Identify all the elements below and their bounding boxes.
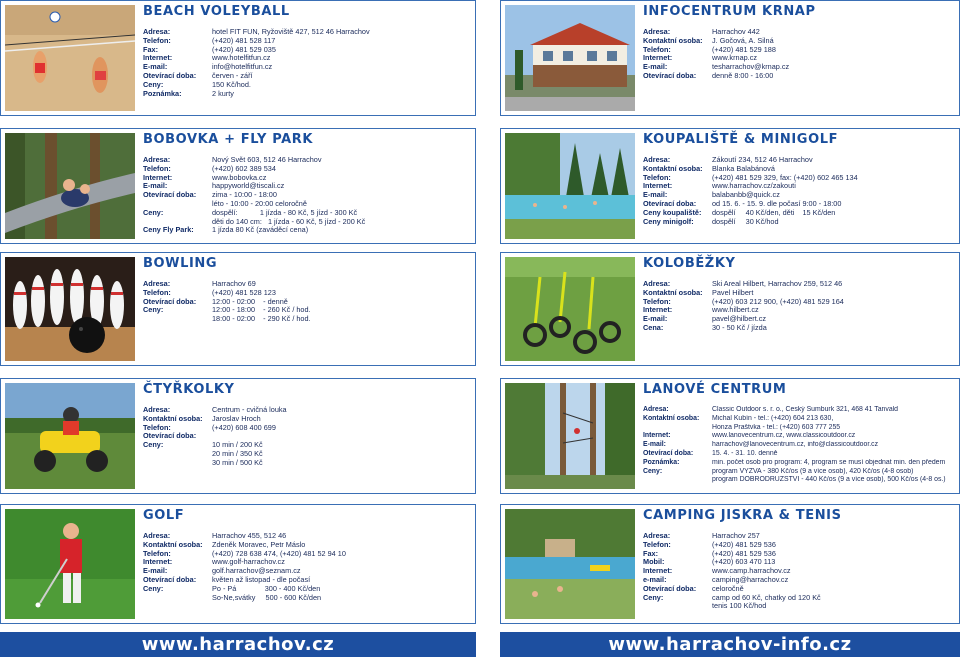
info-row: E-mail: golf.harrachov@seznam.cz	[143, 567, 471, 576]
card-kolobezky	[500, 252, 960, 366]
info-lanove-centrum	[643, 406, 955, 485]
info-row: Otevírací doba: celoročně	[643, 583, 744, 593]
title-infocentrum: INFOCENTRUM KRNAP	[643, 4, 816, 19]
email-link[interactable]: happyworld@tiscali.cz	[212, 182, 285, 191]
website-link[interactable]: www.krnap.cz	[712, 54, 758, 63]
info-row: Kontaktní osoba: J. Gočová, A. Silná	[643, 35, 774, 45]
card-golf	[0, 504, 476, 624]
info-ctyrkolky	[143, 406, 471, 468]
photo-camping	[505, 509, 635, 619]
info-row: Adresa: Ski Areal Hilbert, Harrachov 259, 512 46	[643, 279, 843, 288]
email-link[interactable]: harrachov@lanovecentrum.cz, info@classicoutdoor.cz	[712, 441, 879, 449]
info-row: Ceny: camp od 60 Kč, chatky od 120 Kč	[643, 592, 821, 602]
info-row: E-mail: tesharrachov@krnap.cz	[643, 63, 955, 72]
footer-link-harrachov[interactable]: www.harrachov.cz	[141, 634, 335, 655]
info-row: Adresa: Centrum - cvičná louka	[143, 405, 287, 414]
info-row: tenis 100 Kč/hod	[712, 602, 767, 611]
info-row: Otevírací doba: od 15. 6. - 15. 9. dle počasí 9:00 - 18:00	[643, 198, 842, 208]
photo-bowling	[5, 257, 135, 361]
website-link[interactable]: www.lanovecentrum.cz, www.classicoutdoor.cz	[712, 432, 856, 440]
info-row: E-mail: happyworld@tiscali.cz	[143, 182, 471, 191]
info-row: Otevírací doba: zima - 10:00 - 18:00	[143, 190, 277, 200]
website-link[interactable]: www.camp.harrachov.cz	[712, 567, 791, 576]
info-row: Telefon: (+420) 728 638 474, (+420) 481 52 94 10	[143, 548, 346, 558]
photo-infocentrum	[505, 5, 635, 111]
card-camping	[500, 504, 960, 624]
website-link[interactable]: www.hotelfitfun.cz	[212, 54, 271, 63]
info-row: Internet: www.hilbert.cz	[643, 306, 955, 315]
info-row: E-mail: info@hotelfitfun.cz	[143, 63, 471, 72]
info-row: Kontaktní osoba: Jaroslav Hroch	[143, 413, 261, 423]
info-row: Adresa: hotel FIT FUN, Ryžoviště 427, 512 46 Harrachov	[143, 27, 370, 36]
footer-right	[500, 632, 960, 657]
info-row: Adresa: Harrachov 69	[143, 279, 256, 288]
info-row: Internet: www.hotelfitfun.cz	[143, 54, 471, 63]
info-row: Adresa: Classic Outdoor s. r. o., Český Šumburk 321, 468 41 Tanvald	[643, 406, 899, 413]
footer-link-harrachov-info[interactable]: www.harrachov-info.cz	[608, 634, 852, 655]
info-row: Telefon: (+420) 602 389 534	[143, 163, 276, 173]
title-camping: CAMPING JISKRA & TENIS	[643, 508, 842, 523]
info-beach-volleyball	[143, 28, 471, 98]
info-row: Ceny Fly Park: 1 jízda 80 Kč (zaváděcí cena)	[143, 225, 309, 235]
card-bobovka	[0, 128, 476, 244]
info-row: Otevírací doba: červen - září	[143, 70, 253, 80]
info-row: Ceny: 12:00 - 18:00 - 260 Kč / hod.	[143, 305, 311, 315]
title-kolobezky: KOLOBĚŽKY	[643, 256, 736, 271]
photo-beach-volleyball	[5, 5, 135, 111]
info-row: Internet: www.lanovecentrum.cz, www.classicoutdoor.cz	[643, 432, 955, 441]
title-golf: GOLF	[143, 508, 185, 523]
info-row: Poznámka: 2 kurty	[143, 88, 234, 98]
website-link[interactable]: www.hilbert.cz	[712, 306, 759, 315]
photo-golf	[5, 509, 135, 619]
info-row: Telefon: (+420) 608 400 699	[143, 422, 276, 432]
info-infocentrum	[643, 28, 955, 81]
website-link[interactable]: www.harrachov.cz/zakouti	[712, 182, 796, 191]
info-row: Internet: www.golf-harrachov.cz	[143, 558, 471, 567]
info-row: Fax: (+420) 481 529 536	[643, 548, 776, 558]
info-row: Otevírací doba:	[143, 431, 197, 441]
info-row: Adresa: Harrachov 442	[643, 27, 760, 36]
email-link[interactable]: camping@harrachov.cz	[712, 575, 789, 584]
info-row: Kontaktní osoba: Pavel Hilbert	[643, 287, 754, 297]
info-bobovka	[143, 156, 471, 235]
info-row: Ceny: 10 min / 200 Kč	[143, 440, 263, 450]
info-row: Otevírací doba: 15. 4. - 31. 10. denně	[643, 449, 778, 457]
photo-ctyrkolky	[5, 383, 135, 489]
info-row: Poznámka: min. počet osob pro program: 4, program se musí objednat min. den předem	[643, 458, 946, 466]
info-row: Otevírací doba: denně 8:00 - 16:00	[643, 70, 774, 80]
info-koupaliste	[643, 156, 955, 226]
info-row: Kontaktní osoba: Blanka Balabánová	[643, 163, 775, 173]
email-link[interactable]: info@hotelfitfun.cz	[212, 63, 273, 72]
title-bobovka: BOBOVKA + FLY PARK	[143, 132, 314, 147]
info-row: E-mail: harrachov@lanovecentrum.cz, info@classicoutdoor.cz	[643, 441, 955, 450]
email-link[interactable]: golf.harrachov@seznam.cz	[212, 567, 301, 576]
info-row: Telefon: (+420) 481 529 329, fax: (+420) 602 465 134	[643, 172, 858, 182]
info-row: Telefon: (+420) 603 212 900, (+420) 481 529 164	[643, 296, 844, 306]
email-link[interactable]: balabanbb@quick.cz	[712, 191, 780, 200]
card-infocentrum	[500, 0, 960, 116]
info-row: Internet: www.harrachov.cz/zakouti	[643, 182, 955, 191]
card-ctyrkolky	[0, 378, 476, 494]
website-link[interactable]: www.bobovka.cz	[212, 173, 267, 182]
info-row: Kontaktní osoba: Michal Kubín - tel.: (+420) 604 213 630,	[643, 414, 834, 422]
card-lanove-centrum	[500, 378, 960, 494]
info-row: 20 min / 350 Kč	[212, 449, 263, 458]
email-link[interactable]: pavel@hilbert.cz	[712, 315, 767, 324]
info-row: Adresa: Harrachov 455, 512 46	[143, 531, 287, 540]
info-row: Ceny: 150 Kč/hod.	[143, 79, 251, 89]
info-row: E-mail: balabanbb@quick.cz	[643, 191, 955, 200]
info-row: Fax: (+420) 481 529 035	[143, 44, 276, 54]
info-row: Internet: www.camp.harrachov.cz	[643, 567, 955, 576]
info-row: E-mail: pavel@hilbert.cz	[643, 315, 955, 324]
info-row: Kontaktní osoba: Zdeněk Moravec, Petr Máslo	[143, 539, 306, 549]
info-row: Adresa: Nový Svět 603, 512 46 Harrachov	[143, 155, 322, 164]
title-koupaliste: KOUPALIŠTĚ & MINIGOLF	[643, 132, 839, 147]
info-row: Ceny: Po - Pá 300 - 400 Kč/den	[143, 583, 321, 593]
title-lanove-centrum: LANOVÉ CENTRUM	[643, 382, 787, 397]
card-koupaliste	[500, 128, 960, 244]
info-row: Telefon: (+420) 481 528 123	[143, 287, 276, 297]
info-row: Telefon: (+420) 481 529 536	[643, 539, 776, 549]
info-row: Cena: 30 - 50 Kč / jízda	[643, 322, 767, 332]
footer-left	[0, 632, 476, 657]
info-row: Telefon: (+420) 481 528 117	[143, 35, 276, 45]
info-row: e-mail: camping@harrachov.cz	[643, 576, 955, 585]
info-row: Otevírací doba: 12:00 - 02:00 - denně	[143, 296, 288, 306]
info-kolobezky	[643, 280, 955, 333]
photo-kolobezky	[505, 257, 635, 361]
info-bowling	[143, 280, 471, 324]
info-row: Mobil: (+420) 603 470 113	[643, 557, 776, 567]
info-row: Internet: www.krnap.cz	[643, 54, 955, 63]
title-bowling: BOWLING	[143, 256, 218, 271]
info-row: Ceny koupaliště: dospělí 40 Kč/den, děti 15 Kč/den	[643, 207, 836, 217]
photo-lanove-centrum	[505, 383, 635, 489]
card-bowling	[0, 252, 476, 366]
photo-koupaliste	[505, 133, 635, 239]
info-row: Honza Praštvka - tel.: (+420) 603 777 255	[712, 423, 841, 431]
info-camping	[643, 532, 955, 611]
info-row: Ceny minigolf: dospělí 30 Kč/hod	[643, 216, 779, 226]
info-row: Ceny: dospělí: 1 jízda - 80 Kč, 5 jízd - 300 Kč	[143, 207, 358, 217]
info-row: Ceny: program VÝZVA - 380 Kč/os (9 a více osob), 420 Kč/os (4-8 osob)	[643, 467, 914, 475]
photo-bobovka	[5, 133, 135, 239]
title-ctyrkolky: ČTYŘKOLKY	[143, 382, 235, 397]
info-row: Adresa: Harrachov 257	[643, 531, 760, 540]
website-link[interactable]: www.golf-harrachov.cz	[212, 558, 285, 567]
info-row: Otevírací doba: květen až listopad - dle počasí	[143, 574, 311, 584]
info-row: So-Ne,svátky 500 - 600 Kč/den	[212, 593, 322, 602]
info-golf	[143, 532, 471, 602]
card-beach-volleyball	[0, 0, 476, 116]
info-row: Adresa: Zákoutí 234, 512 46 Harrachov	[643, 155, 813, 164]
info-row: děti do 140 cm: 1 jízda - 60 Kč, 5 jízd - 200 Kč	[212, 217, 366, 226]
email-link[interactable]: tesharrachov@krnap.cz	[712, 63, 790, 72]
info-row: léto - 10:00 - 20:00 celoročně	[212, 199, 307, 208]
info-row: 30 min / 500 Kč	[212, 458, 263, 467]
info-row: 18:00 - 02:00 - 290 Kč / hod.	[212, 315, 311, 324]
info-row: Internet: www.bobovka.cz	[143, 174, 471, 183]
title-beach-volleyball: BEACH VOLEYBALL	[143, 4, 290, 19]
info-row: program DOBRODRUŽSTVÍ - 440 Kč/os (9 a více osob), 500 Kč/os (4-8 os.)	[712, 476, 946, 484]
info-row: Telefon: (+420) 481 529 188	[643, 44, 776, 54]
